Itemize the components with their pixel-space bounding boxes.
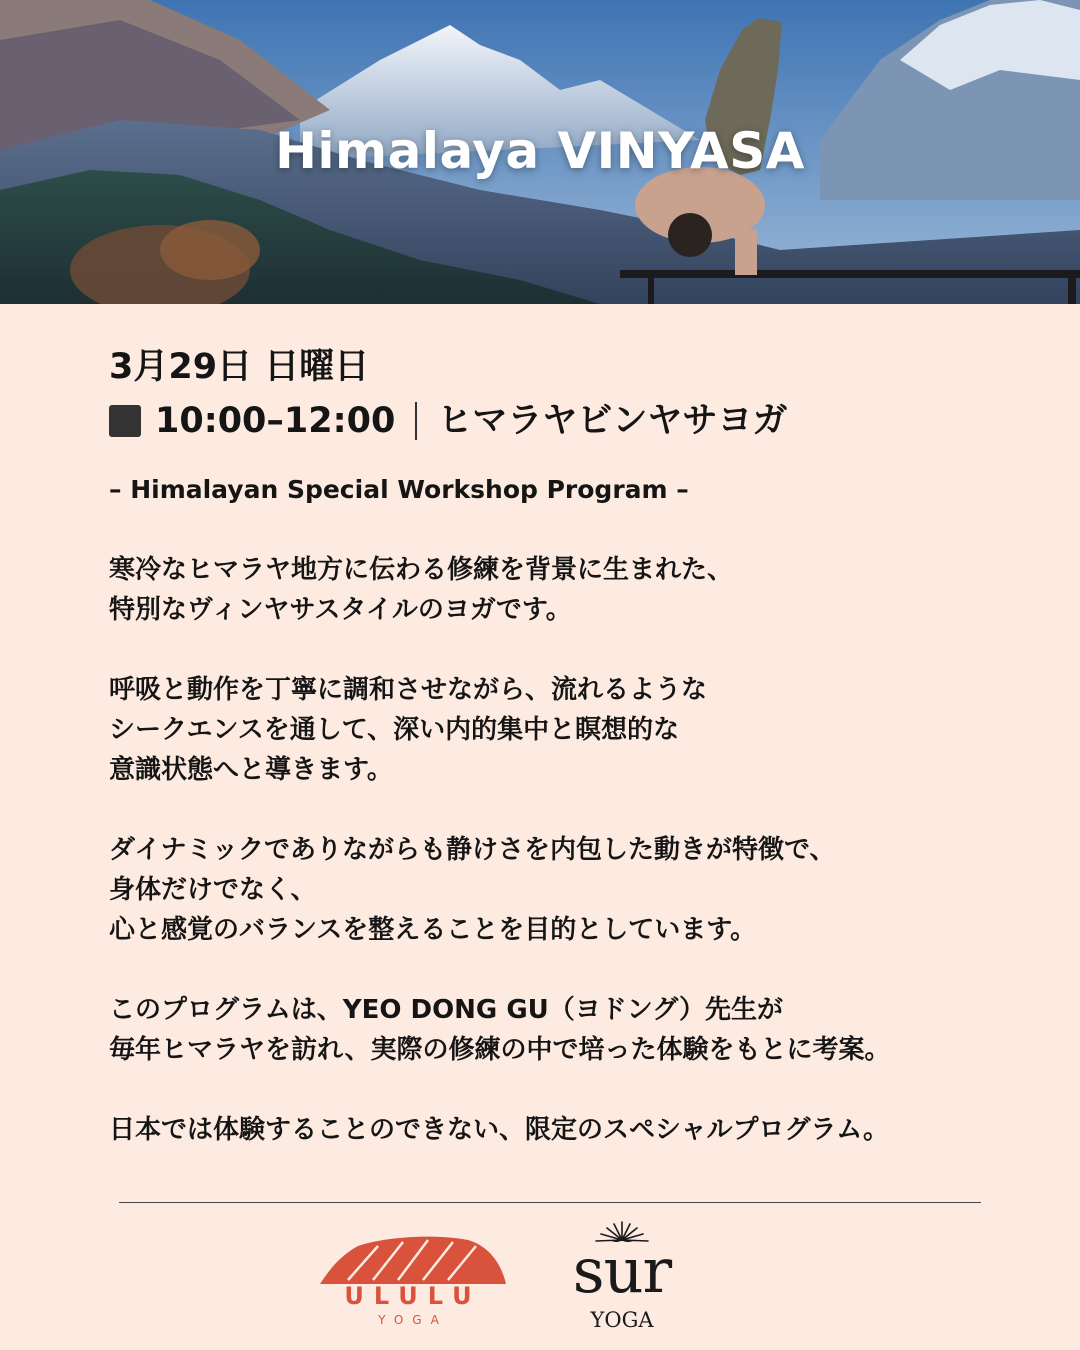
paragraph-line: 身体だけでなく、 [109,875,317,905]
vertical-separator [415,402,417,440]
description-paragraph [109,1110,1009,1150]
paragraph-line: シークエンスを通して、深い内的集中と瞑想的な [109,715,680,745]
description-paragraph [109,550,1009,630]
paragraph-line: このプログラムは、YEO DONG GU（ヨドング）先生が [109,995,784,1025]
paragraph-line: 特別なヴィンヤサスタイルのヨガです。 [109,595,572,625]
paragraph-line: 寒冷なヒマラヤ地方に伝わる修練を背景に生まれた、 [109,555,734,585]
session-time: 10:00–12:00 [155,401,396,441]
description-paragraph [109,670,1009,790]
event-details [109,340,1009,1150]
paragraph-line: 毎年ヒマラヤを訪れ、実際の修練の中で培った体験をもとに考案。 [109,1035,891,1065]
paragraph-line: 日本では体験することのできない、限定のスペシャルプログラム。 [109,1115,890,1145]
paragraph-line: 呼吸と動作を丁寧に調和させながら、流れるような [109,675,708,705]
square-bullet-icon [109,405,141,437]
paragraph-line: ダイナミックでありながらも静けさを内包した動きが特徴で、 [109,835,836,865]
program-subtitle: – Himalayan Special Workshop Program – [109,475,689,504]
sur-logo-text: sur [572,1234,672,1307]
hero-photo [0,0,1080,304]
description-paragraph [109,990,1009,1070]
ululu-logo-subtext: YOGA [378,1313,448,1327]
ululu-logo-text: ULULU [344,1282,482,1310]
footer-divider [119,1202,981,1203]
hero-title: Himalaya VINYASA [275,122,805,180]
paragraph-line: 心と感覚のバランスを整えることを目的としています。 [109,915,757,945]
sur-logo-subtext: YOGA [590,1308,654,1332]
ululu-rock-logo-icon [318,1232,508,1288]
event-date: 3月29日 日曜日 [109,347,370,387]
session-class-name: ヒマラヤビンヤサヨガ [437,401,788,441]
session-line [109,394,1009,448]
description-paragraph [109,830,1009,950]
paragraph-line: 意識状態へと導きます。 [109,755,393,785]
